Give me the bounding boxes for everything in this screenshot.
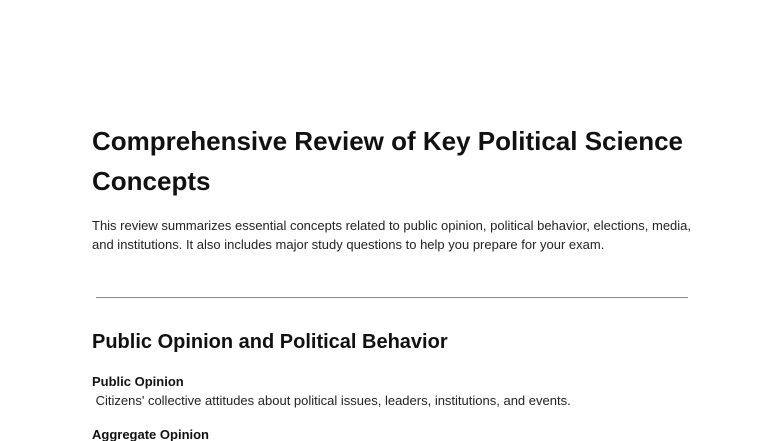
document-intro: This review summarizes essential concepts related to public opinion, political behavior, elections, media, and institutions. It also includes major study questions to help you prepare for your exam. [92, 218, 692, 252]
definition-public-opinion: Citizens' collective attitudes about political issues, leaders, institutions, and events. [92, 393, 571, 408]
term-public-opinion: Public Opinion [92, 374, 184, 389]
section-heading-public-opinion: Public Opinion and Political Behavior [92, 331, 448, 353]
document-title: Comprehensive Review of Key Political Science Concepts [92, 126, 684, 196]
term-aggregate-opinion: Aggregate Opinion [92, 427, 209, 441]
section-divider [96, 297, 688, 298]
